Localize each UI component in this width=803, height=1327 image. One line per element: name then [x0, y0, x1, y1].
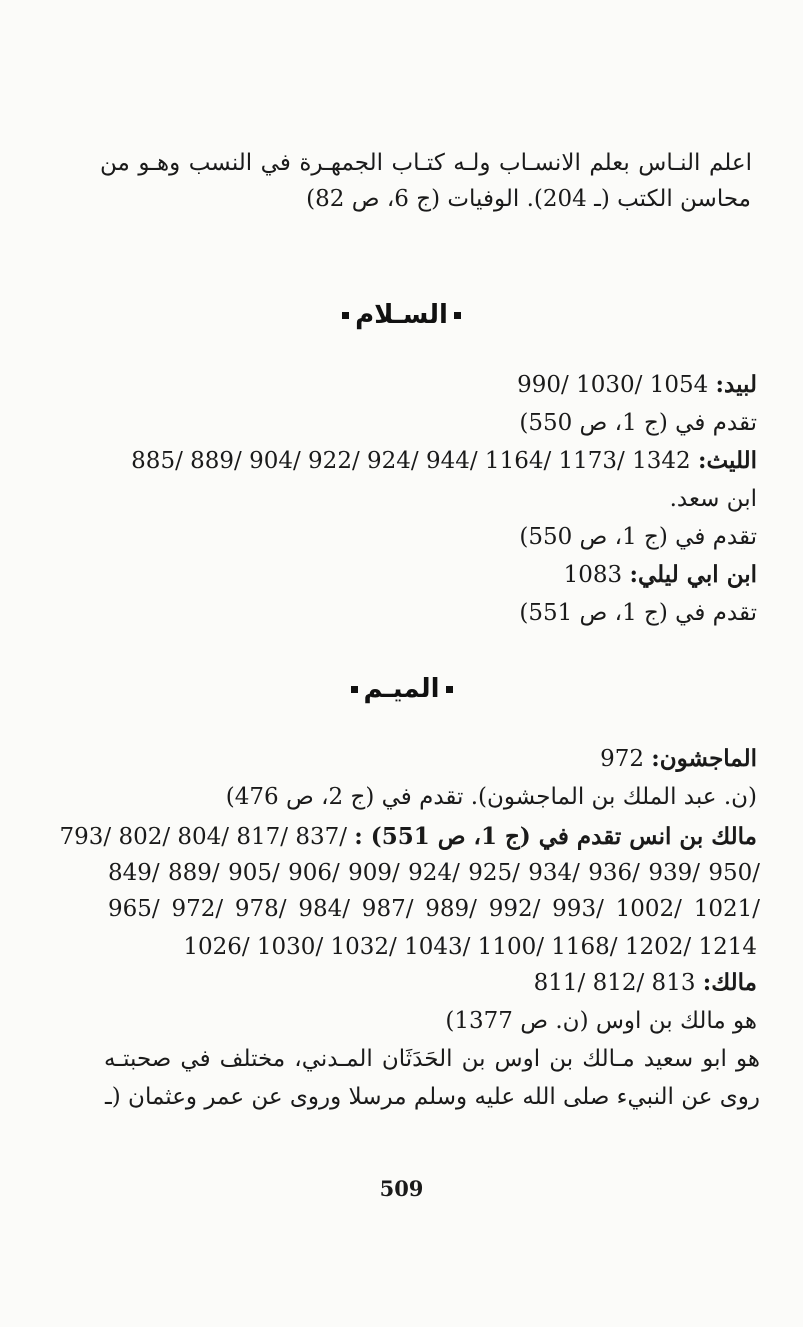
- entry-reference: تقدم في (ج 1، ص 550): [519, 410, 757, 436]
- entry-malik: [534, 968, 757, 998]
- entry-name: لبيد:: [715, 371, 757, 398]
- entry-numbers-continued: 849/ 889/ 905/ 906/ 909/ 924/ 925/ 934/ 936/ 939/ 950/: [108, 860, 760, 886]
- square-bullet-icon: [454, 312, 461, 319]
- entry-name: مالك:: [702, 969, 757, 996]
- entry-numbers: 793/ 802/ 804/ 817/ 837/: [59, 824, 347, 850]
- section-heading-mim: الميـم: [0, 672, 803, 706]
- entry-numbers: 1083: [563, 562, 623, 588]
- square-bullet-icon: [342, 312, 349, 319]
- page-number: 509: [379, 1176, 424, 1201]
- entry-biography-line: روى عن النبيء صلى الله عليه وسلم مرسلا وروى عن عمر وعثمان (ـ: [105, 1084, 760, 1110]
- entry-numbers: 990/ 1030/ 1054: [517, 372, 709, 398]
- entry-reference: (ن. عبد الملك بن الماجشون). تقدم في (ج 2، ص 476): [225, 784, 757, 810]
- entry-reference: هو مالك بن اوس (ن. ص 1377): [445, 1008, 757, 1034]
- entry-majishun: [600, 744, 757, 774]
- entry-numbers-continued: 1026/ 1030/ 1032/ 1043/ 1100/ 1168/ 1202/ 1214: [183, 934, 757, 960]
- entry-malik-ibn-anas: [59, 822, 757, 852]
- entry-ibn-abi-layla: [564, 560, 757, 590]
- entry-numbers: 811/ 812/ 813: [533, 970, 696, 996]
- entry-reference: تقدم في (ج 1، ص 550): [519, 524, 757, 550]
- entry-numbers-continued: 965/ 972/ 978/ 984/ 987/ 989/ 992/ 993/ 1002/ 1021/: [108, 896, 760, 922]
- intro-line-2: محاسن الكتب (ـ 204). الوفيات (ج 6، ص 82): [306, 186, 751, 212]
- section-heading-lam: السـلام: [0, 298, 803, 332]
- entry-biography-line: هو ابو سعيد مـالك بن اوس بن الحَدَثَان المـدني، مختلف في صحبتـه: [104, 1046, 760, 1072]
- entry-layth: [131, 446, 757, 476]
- square-bullet-icon: [446, 686, 453, 693]
- entry-name: الماجشون:: [651, 745, 757, 772]
- entry-numbers: 972: [600, 746, 644, 772]
- square-bullet-icon: [351, 686, 358, 693]
- entry-numbers: 885/ 889/ 904/ 922/ 924/ 944/ 1164/ 1173/ 1342: [131, 448, 691, 474]
- entry-reference: تقدم في (ج 1، ص 551): [519, 600, 757, 626]
- entry-continuation: ابن سعد.: [669, 486, 757, 512]
- entry-name: مالك بن انس تقدم في (ج 1، ص 551) :: [354, 823, 757, 850]
- intro-line-1: اعلم النـاس بعلم الانسـاب ولـه كتـاب الجمهـرة في النسب وهـو من: [100, 150, 752, 176]
- entry-labid: [517, 370, 757, 400]
- entry-name: ابن ابي ليلي:: [629, 561, 757, 588]
- entry-name: الليث:: [697, 447, 757, 474]
